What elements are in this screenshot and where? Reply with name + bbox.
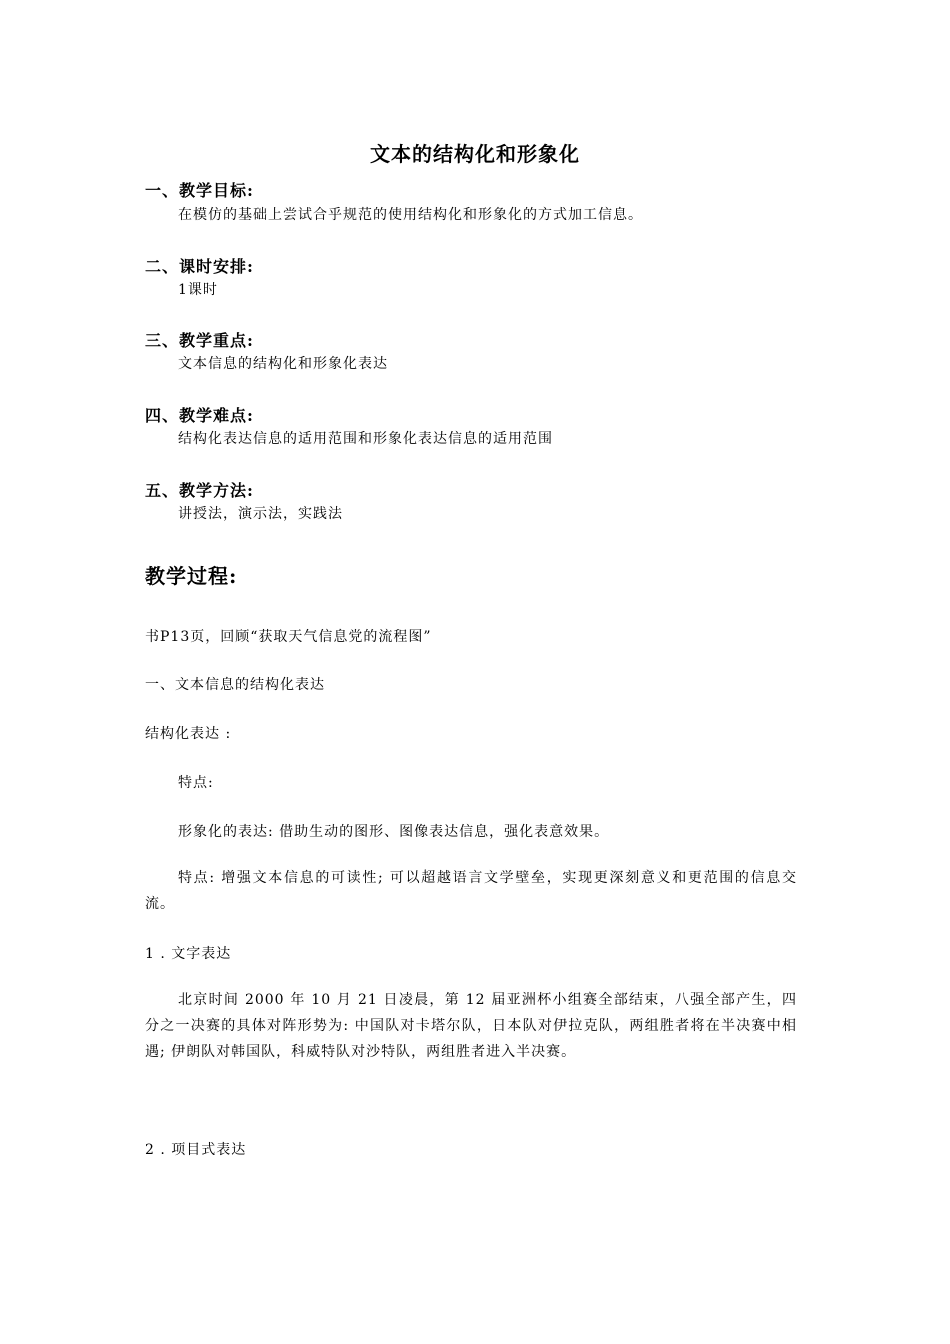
section-body-key-points: 文本信息的结构化和形象化表达 xyxy=(178,356,388,372)
visual-expression-line: 形象化的表达: 借助生动的图形、图像表达信息，强化表意效果。 xyxy=(178,824,610,840)
section-heading-key-points: 三、教学重点: xyxy=(145,331,254,350)
section-heading-difficulties: 四、教学难点: xyxy=(145,406,254,425)
structured-label: 结构化表达 : xyxy=(145,726,232,742)
features-label: 特点: xyxy=(178,775,214,791)
item1-heading: 1 . 文字表达 xyxy=(145,946,232,962)
section-heading-schedule: 二、课时安排: xyxy=(145,257,254,276)
section-heading-methods: 五、教学方法: xyxy=(145,481,254,500)
example-paragraph: 北京时间 2000 年 10 月 21 日凌晨，第 12 届亚洲杯小组赛全部结束，八强全部产生，四分之一决赛的具体对阵形势为: 中国队对卡塔尔队，日本队对伊拉克队，两组胜者将在半决赛中相遇; 伊朗队对韩国队，科威特队对沙特队，两组胜者进入半决赛。 xyxy=(145,992,797,1060)
item2-heading: 2 . 项目式表达 xyxy=(145,1142,247,1158)
features-paragraph: 特点: 增强文本信息的可读性; 可以超越语言文学壁垒，实现更深刻意义和更范围的信息交流。 xyxy=(145,870,797,912)
section-heading-objectives: 一、教学目标: xyxy=(145,181,254,200)
section-body-difficulties: 结构化表达信息的适用范围和形象化表达信息的适用范围 xyxy=(178,431,553,447)
section-body-methods: 讲授法，演示法，实践法 xyxy=(178,506,343,522)
section-body-schedule: 1课时 xyxy=(178,282,218,298)
section-body-objectives: 在模仿的基础上尝试合乎规范的使用结构化和形象化的方式加工信息。 xyxy=(178,207,643,223)
part1-heading: 一、文本信息的结构化表达 xyxy=(145,677,325,693)
document-title: 文本的结构化和形象化 xyxy=(370,142,580,166)
review-line: 书P13页，回顾“获取天气信息党的流程图” xyxy=(145,629,432,645)
process-heading: 教学过程: xyxy=(145,564,238,588)
